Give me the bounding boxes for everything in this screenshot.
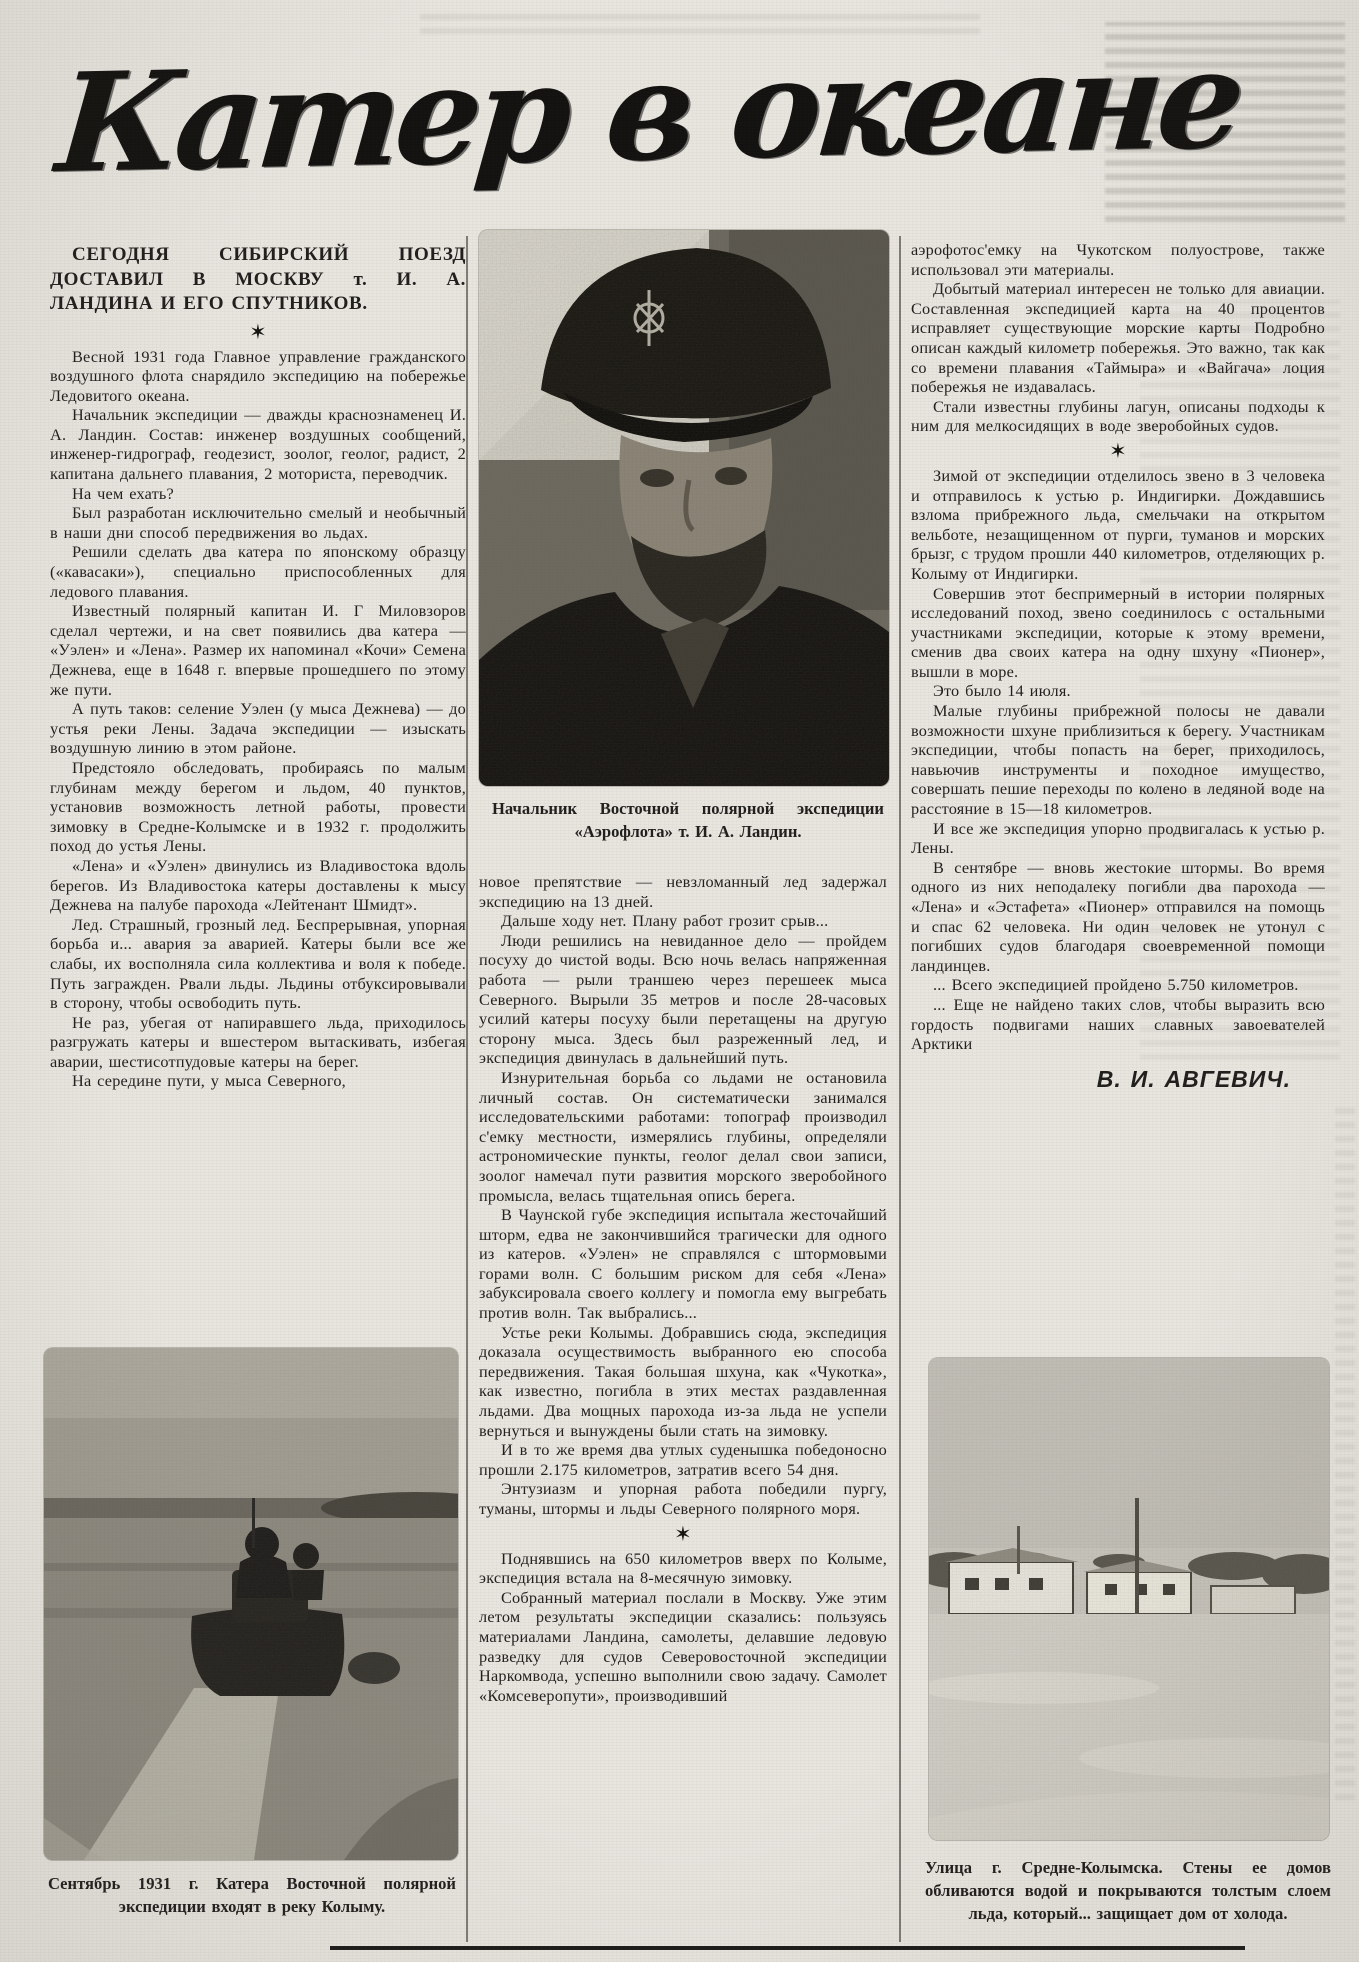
article-paragraph: Известный полярный капитан И. Г Миловзоров сделал чертежи, и на свет появились два катера — «Уэлен» и «Лена». Размер их напоминал «Кочи» Семена Дежнева, еще в 1648 г. впервые прошедшего по этому же пути.: [50, 601, 466, 699]
article-paragraph: Поднявшись на 650 километров вверх по Колыме, экспедиция встала на 8-месячную зимовку.: [479, 1548, 887, 1588]
article-paragraph: Это было 14 июля.: [933, 681, 1071, 701]
article-paragraph: Зимой от экспедиции отделилось звено в 3 человека и отправилось к устью р. Индигирки. Дождавшись взлома прибрежного льда, смельчаки на открытом вельботе, незащищенном от пурги, туманов и морских брызг, с трудом прошли 440 километров, отделяющих р. Колыму от Индигирки.: [911, 465, 1325, 583]
star-separator: ✶: [1109, 438, 1127, 463]
article-paragraph: ... Всего экспедицией пройдено 5.750 километров.: [933, 975, 1299, 995]
article-paragraph: Дальше ходу нет. Плану работ грозит срыв...: [501, 911, 829, 931]
article-paragraph: Энтузиазм и упорная работа победили пургу, туманы, штормы и льды Северного полярного моря.: [479, 1479, 887, 1518]
article-paragraph: новое препятствие — невзломанный лед задержал экспедицию на 13 дней.: [479, 872, 887, 911]
star-separator: ✶: [249, 319, 267, 344]
article-paragraph: И в то же время два утлых суденышка победоносно прошли 2.175 километров, затратив всего 54 дня.: [479, 1440, 887, 1479]
article-headline: Катер в океане: [51, 19, 1246, 205]
column-rule-right: [899, 236, 901, 1942]
article-paragraph: Люди решились на невиданное дело — пройдем посуху до чистой воды. Всю ночь велась напряженная работа — рыли траншею через перешеек мыса Северного. Вырыли 35 метров и после 28-часовых усилий катеры посуху были перетащены на другую сторону мыса. Здесь был разреженный лед, и экспедиция двинулась в дальнейший путь.: [479, 930, 887, 1068]
article-paragraph: Устье реки Колымы. Добравшись сюда, экспедиция доказала осуществимость выбранного ею способа передвижения. Такая большая шхуна, как «Чукотка», как известно, погибла в этих местах раздавленная льдами. Два мощных парохода из-за льда не успели вернуться и вынуждены были стать на зимовку.: [479, 1322, 887, 1440]
article-paragraph: аэрофотос'емку на Чукотском полуострове, также использовал эти материалы.: [911, 240, 1325, 279]
star-separator: ✶: [674, 1521, 692, 1546]
article-paragraph: Стали известны глубины лагун, описаны подходы к ним для мелкосидящих в воде зверобойных судов.: [911, 396, 1325, 436]
article-paragraph: На чем ехать?: [72, 483, 174, 503]
lead-paragraph: СЕГОДНЯ СИБИРСКИЙ ПОЕЗД ДОСТАВИЛ В МОСКВУ т. И. А. ЛАНДИНА И ЕГО СПУТНИКОВ.: [50, 244, 466, 314]
article-paragraph: Был разработан исключительно смелый и необычный в наши дни способ передвижения во льдах.: [50, 503, 466, 542]
article-paragraph: Начальник экспедиции — дважды краснознаменец И. А. Ландин. Состав: инженер воздушных сообщений, инженер-гидрограф, геодезист, зоолог, геолог, радист, 2 капитана дальнего плавания, 2 моториста, переводчик.: [50, 405, 466, 484]
article-paragraph: Предстояло обследовать, пробираясь по малым глубинам между берегом и льдом, 40 пунктов, установив возможность летной работы, провести зимовку в Средне-Колымске и в 1932 г. продолжить поход до устья Лены.: [50, 757, 466, 856]
boats-photo-caption: Сентябрь 1931 г. Катера Восточной полярной экспедиции входят в реку Колыму.: [48, 1874, 456, 1916]
left-column: [50, 243, 466, 1339]
article-paragraph: Решили сделать два катера по японскому образцу («кавасаки»), специально приспособленных для ледового плавания.: [50, 542, 466, 601]
author-signature: В. И. АВГЕВИЧ.: [1096, 1065, 1291, 1092]
portrait-photo: [479, 230, 889, 786]
column-rule-left: [466, 236, 468, 1942]
bleed-through-right-lower: [1335, 1100, 1355, 1800]
article-paragraph: А путь таков: селение Уэлен (у мыса Дежнева) — до устья реки Лены. Задача экспедиции — изыскать воздушную линию в этом районе.: [50, 699, 466, 758]
article-paragraph: Лед. Страшный, грозный лед. Беспрерывная, упорная борьба и... авария за аварией. Катеры были все же слабы, их восполняла сила коллектива и воля к победе. Путь загражден. Рвали льды. Льдины отбуксировывали в сторону, чтобы освободить путь.: [50, 914, 466, 1013]
article-paragraph: Малые глубины прибрежной полосы не давали возможности шхуне приблизиться к берегу. Участникам экспедиции, чтобы попасть на берег, приходилось, навьючив инструменты и походное имущество, совершать пешие переходы по колено в ледяной воде на расстояние в 15—18 километров.: [911, 701, 1325, 819]
article-paragraph: И все же экспедиция упорно продвигалась к устью р. Лены.: [911, 818, 1325, 858]
center-column: [479, 872, 887, 1946]
article-paragraph: Собранный материал послали в Москву. Уже этим летом результаты экспедиции сказались: пользуясь материалами Ландина, самолеты, делавшие ледовую разведку для судов Северовосточной экспедиции Наркомвода, успешно выполнили свою задачу. Самолет «Комсеверопути», производивший: [479, 1587, 887, 1705]
article-paragraph: На середине пути, у мыса Северного,: [72, 1071, 346, 1091]
article-paragraph: ... Еще не найдено таких слов, чтобы выразить всю гордость подвигами наших славных завоевателей Арктики: [911, 994, 1325, 1054]
article-paragraph: Не раз, убегая от напиравшего льда, приходилось разгружать катеры и вшестером вытаскивать, избегая аварии, шестисотпудовые катеры на берег.: [50, 1012, 466, 1071]
portrait-caption: Начальник Восточной полярной экспедиции «Аэрофлота» т. И. А. Ландин.: [492, 799, 884, 841]
boats-photo: [44, 1348, 458, 1860]
article-paragraph: Добытый материал интересен не только для авиации. Составленная экспедицией карта на 40 процентов исправляет существующие морские карты Подробно описан каждый километр побережья. Это важно, так как со времени плавания «Таймыра» и «Вайгача» лоция побережья не издавалась.: [911, 279, 1325, 397]
street-photo: [929, 1358, 1329, 1840]
article-paragraph: Весной 1931 года Главное управление гражданского воздушного флота снарядило экспедицию на побережье Ледовитого океана.: [50, 346, 466, 405]
article-paragraph: В Чаунской губе экспедиция испытала жесточайший шторм, едва не закончившийся трагически для одного из катеров. «Уэлен» не справлялся с штормовыми горами волн. С большим риском для себя «Лена» забуксировала своего коллегу и помогла ему выгребать против волн. Так выбрались...: [479, 1205, 887, 1323]
article-paragraph: В сентябре — вновь жестокие штормы. Во время одного из них неподалеку погибли два парохода — «Лена» и «Эстафета» «Пионер» отправился на помощь и спас 62 человека. Ни один человек не утонул с погибших судов благодаря своевременной помощи ландинцев.: [911, 857, 1325, 975]
article-paragraph: Изнурительная борьба со льдами не остановила личный состав. Он систематически занимался исследовательскими работами: топограф производил с'емку местности, измерялись глубины, определяли астрономические пункты, геолог делал свои записи, зоолог намечал пути развития морского зверобойного промысла, велась тщательная опись берега.: [479, 1067, 887, 1205]
street-photo-caption: Улица г. Средне-Колымска. Стены ее домов обливаются водой и покрываются толстым слоем льда, который... защищает дом от холода.: [925, 1858, 1331, 1923]
article-paragraph: «Лена» и «Уэлен» двинулись из Владивостока вдоль берегов. Из Владивостока катеры доставлены к мысу Дежнева на палубе парохода «Лейтенант Шмидт».: [50, 855, 466, 915]
article-paragraph: Совершив этот беспримерный в истории полярных исследований поход, звено соединилось с остальными участниками экспедиции, которые к этому времени, сменив два своих катера на одну шхуну «Пионер», вышли в море.: [911, 583, 1325, 681]
right-column: [911, 240, 1325, 1346]
